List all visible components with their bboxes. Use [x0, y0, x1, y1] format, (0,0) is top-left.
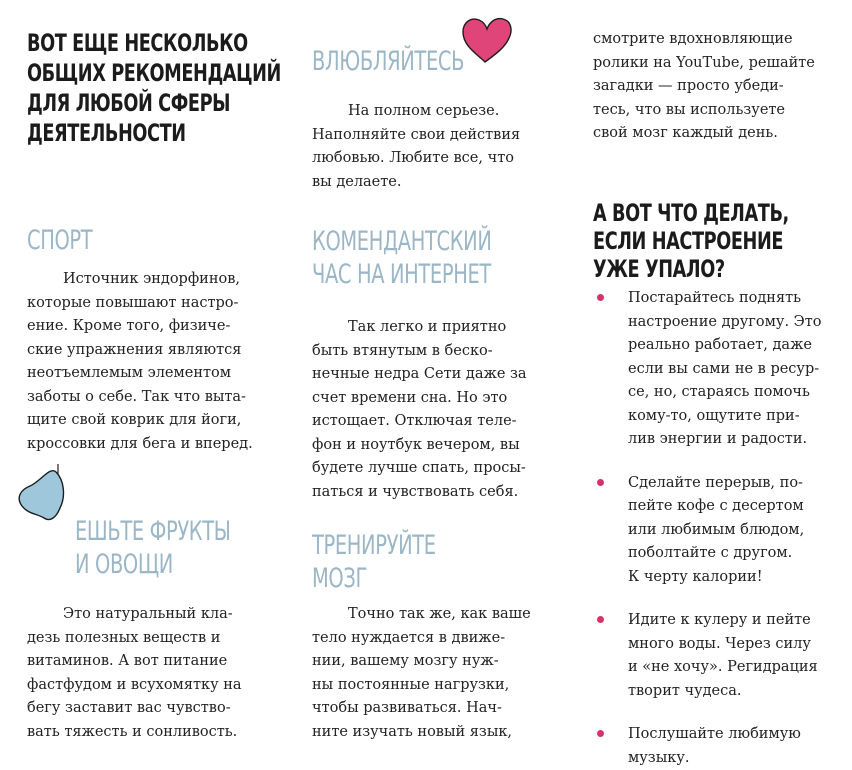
list-item: Идите к кулеру и пейте много воды. Через силу и «не хочу». Регидрация творит чудеса.	[593, 609, 822, 703]
heading-mood: А ВОТ ЧТО ДЕЛАТЬ, ЕСЛИ НАСТРОЕНИЕ УЖЕ УПАЛО?	[593, 199, 789, 283]
heading-love: ВЛЮБЛЯЙТЕСЬ	[312, 46, 465, 77]
bullet-dot-icon	[597, 294, 604, 301]
heading-brain: ТРЕНИРУЙТЕ МОЗГ	[312, 530, 436, 594]
bullet-dot-icon	[597, 730, 604, 737]
heading-sport: СПОРТ	[27, 225, 93, 256]
tips-list	[593, 287, 822, 770]
list-item: Сделайте перерыв, по- пейте кофе с десертом или любимым блюдом, поболтайте с другом. К черту калории!	[593, 472, 822, 590]
text-fruits: Это натуральный кла- дезь полезных веществ и витаминов. А вот питание фастфудом и всухомятку на бегу заставит вас чувство- вать тяжесть и сонливость.	[27, 606, 242, 740]
text-brain-continued: смотрите вдохновляющие ролики на YouTube, решайте загадки — просто убеди- тесь, что вы используете свой мозг каждый день.	[593, 31, 815, 141]
heading-curfew: КОМЕНДАНТСКИЙ ЧАС НА ИНТЕРНЕТ	[312, 226, 492, 290]
text-sport: Источник эндорфинов, которые повышают настро- ение. Кроме того, физиче- ские упражнения являются неотъемлемым элементом заботы о себе. Так что выта- щите свой коврик для йоги, кроссовки для бега и вперед.	[27, 271, 253, 452]
text-curfew: Так легко и приятно быть втянутым в беско- нечные недра Сети даже за счет времени сна. Но это истощает. Отключая теле- фон и ноутбук вечером, вы будете лучше спать, просы- паться и чувствовать себя.	[312, 319, 527, 500]
text-brain: Точно так же, как ваше тело нуждается в движе- нии, вашему мозгу нуж- ны постоянные нагрузки, чтобы развиваться. Нач- ните изучать новый язык,	[312, 606, 531, 740]
list-item: Постарайтесь поднять настроение другому. Это реально работает, даже если вы сами не в ресур- се, но, стараясь помочь кому-то, ощутите при- лив энергии и радости.	[593, 287, 822, 452]
list-item: Послушайте любимую музыку.	[593, 723, 822, 770]
page-title: ВОТ ЕЩЕ НЕСКОЛЬКО ОБЩИХ РЕКОМЕНДАЦИЙ ДЛЯ ЛЮБОЙ СФЕРЫ ДЕЯТЕЛЬНОСТИ	[27, 29, 281, 147]
bullet-dot-icon	[597, 479, 604, 486]
text-love: На полном серьезе. Наполняйте свои действия любовью. Любите все, что вы делаете.	[312, 103, 521, 190]
bullet-dot-icon	[597, 616, 604, 623]
heart-icon	[459, 14, 515, 66]
heading-fruits: ЕШЬТЕ ФРУКТЫ И ОВОЩИ	[75, 516, 231, 580]
blue-blob-icon	[16, 462, 68, 524]
